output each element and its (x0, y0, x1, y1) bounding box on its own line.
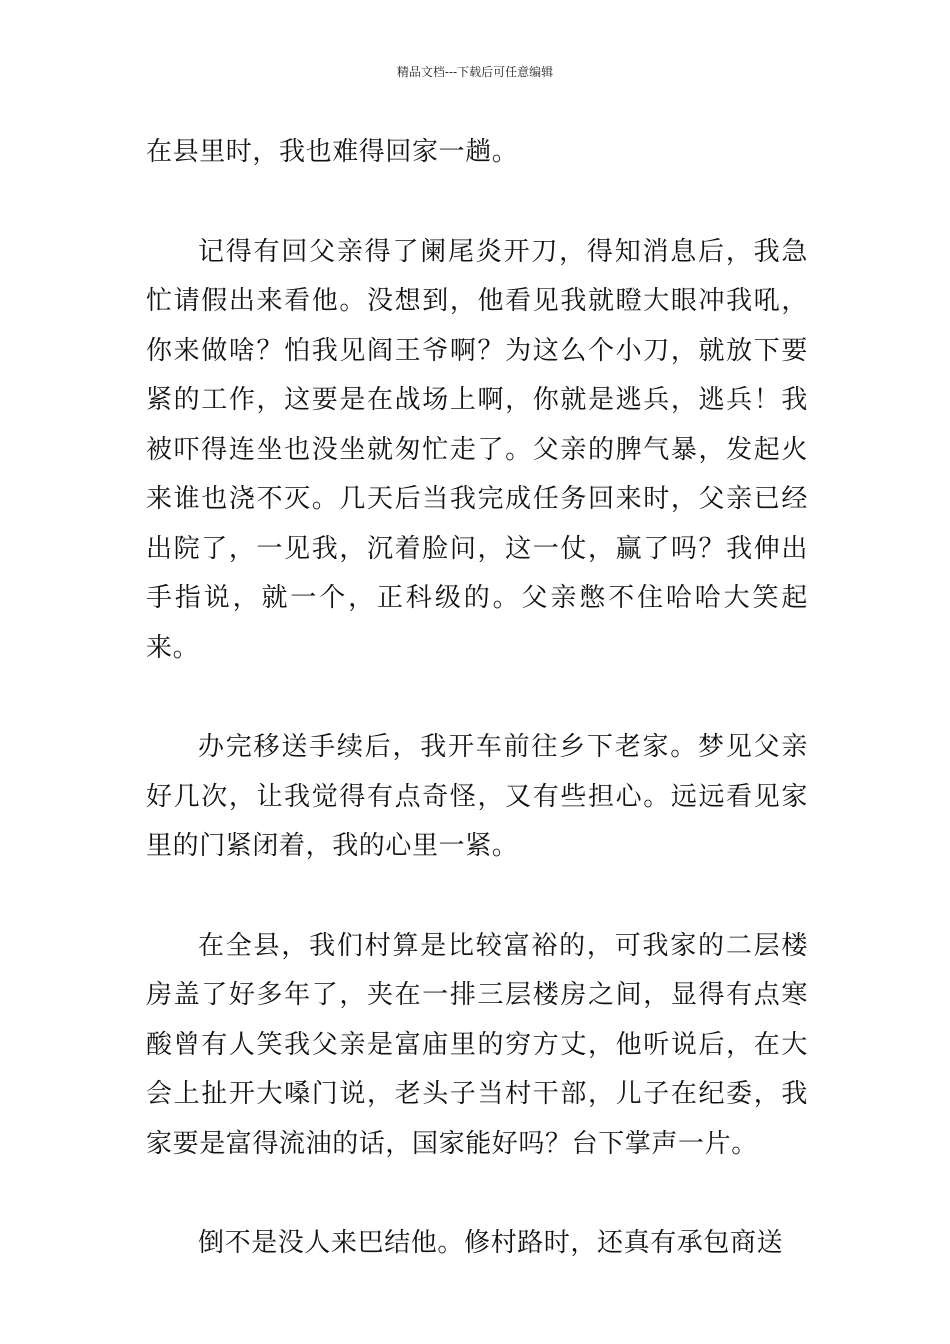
paragraph-4: 在全县，我们村算是比较富裕的，可我家的二层楼房盖了好多年了，夹在一排三层楼房之间，显得有点寒酸曾有人笑我父亲是富庙里的穷方丈，他听说后，在大会上扯开大嗓门说，老头子当村干部，儿子在纪委，我家要是富得流油的话，国家能好吗？台下掌声一片。 (146, 930, 808, 1159)
paragraph-2: 记得有回父亲得了阑尾炎开刀，得知消息后，我急忙请假出来看他。没想到，他看见我就瞪大眼冲我吼，你来做啥？怕我见阎王爷啊？为这么个小刀，就放下要紧的工作，这要是在战场上啊，你就是逃兵，逃兵！我被吓得连坐也没坐就匆忙走了。父亲的脾气暴，发起火来谁也浇不灭。几天后当我完成任务回来时，父亲已经出院了，一见我，沉着脸问，这一仗，赢了吗？我伸出手指说，就一个，正科级的。父亲憋不住哈哈大笑起来。 (146, 236, 808, 663)
page-header: 精品文档---下载后可任意编辑 (396, 65, 554, 79)
paragraph-3: 办完移送手续后，我开车前往乡下老家。梦见父亲好几次，让我觉得有点奇怪，又有些担心。远远看见家里的门紧闭着，我的心里一紧。 (146, 732, 808, 861)
paragraph-1: 在县里时，我也难得回家一趟。 (146, 137, 519, 167)
document-body (146, 128, 808, 1269)
paragraph-5: 倒不是没人来巴结他。修村路时，还真有承包商送 (198, 1228, 784, 1258)
